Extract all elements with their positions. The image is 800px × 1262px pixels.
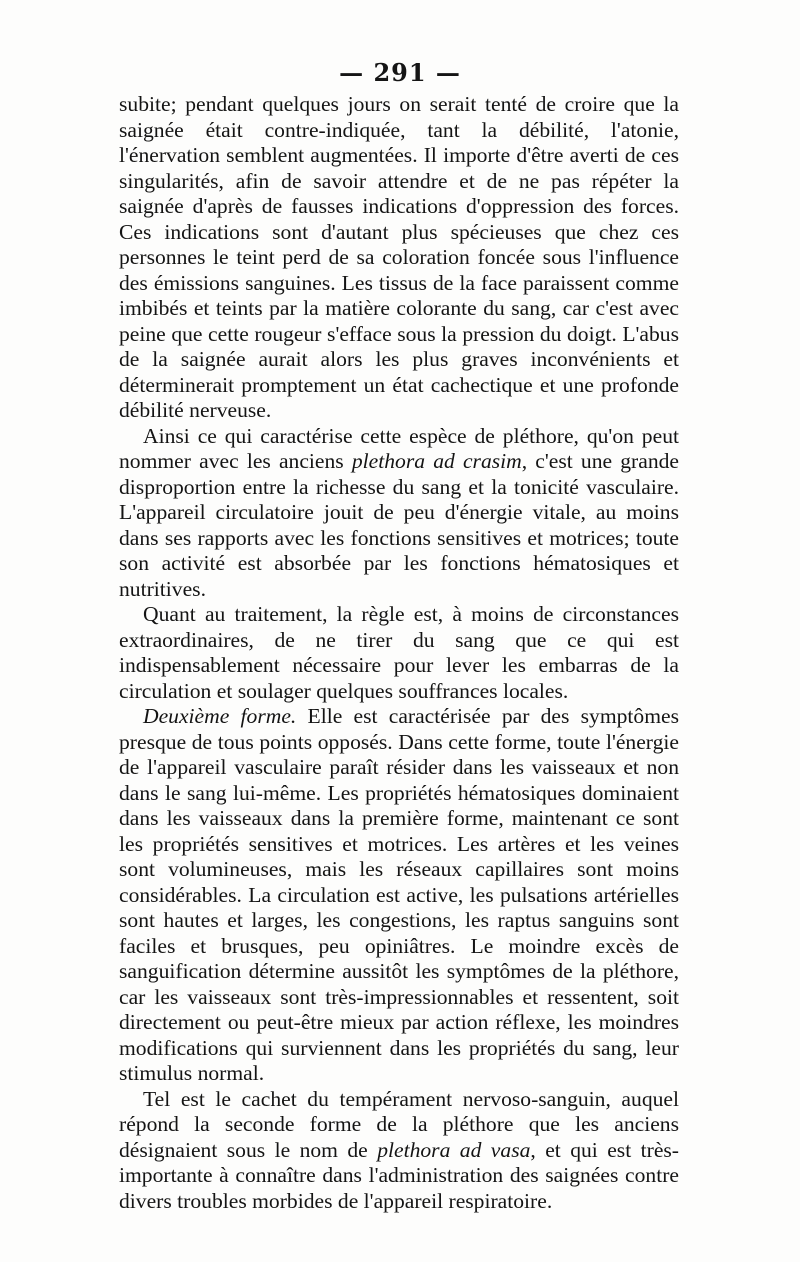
paragraph-2 — [119, 424, 679, 603]
section-heading-deuxieme-forme: Deuxième forme. — [143, 704, 297, 728]
paragraph-3: Quant au traitement, la règle est, à moins de circonstances extraordinaires, de ne tirer du sang que ce qui est indispensablement nécessaire pour lever les embarras de la circulation et soulager quelques souffrances locales. — [119, 602, 679, 703]
page-number: — 291 — — [339, 58, 461, 87]
paragraph-2-text-start: Ainsi ce qui caractérise cette espèce de pléthore, qu'on peut nommer avec les anciens — [119, 423, 679, 473]
body-text — [119, 92, 679, 1214]
paragraph-2-text-end: , c'est une grande disproportion entre la richesse du sang et la tonicité vasculaire. L'appareil circulatoire jouit de peu d'énergie vitale, au moins dans ses rapports avec les fonctions sensitives et motrices; toute son activité est absorbée par les fonctions hématosiques et nutritives. — [119, 449, 680, 601]
paragraph-5-text-end: , et qui est très-importante à connaître dans l'administration des saignées contre divers troubles morbides de l'appareil respiratoire. — [119, 1137, 679, 1213]
latin-term-plethora-ad-crasim: plethora ad crasim — [351, 449, 522, 473]
latin-term-plethora-ad-vasa: plethora ad vasa — [377, 1137, 531, 1162]
paragraph-1: subite; pendant quelques jours on serait tenté de croire que la saignée était contre-indiquée, tant la débilité, l'atonie, l'énervation semblent augmentées. Il importe d'être averti de ces singularités, afin de savoir attendre et de ne pas répéter la saignée d'après de fausses indications d'oppression des forces. Ces indications sont d'autant plus spécieuses que chez ces personnes le teint perd de sa coloration foncée sous l'influence des émissions sanguines. Les tissus de la face paraissent comme imbibés et teints par la matière colorante du sang, car c'est avec peine que cette rougeur s'efface sous la pression du doigt. L'abus de la saignée aurait alors les plus graves inconvénients et déterminerait promptement un état cachectique et une profonde débilité nerveuse. — [119, 92, 679, 422]
paragraph-4-text: Elle est caractérisée par des symptômes presque de tous points opposés. Dans cette forme, toute l'énergie de l'appareil vasculaire paraît résider dans les vaisseaux et non dans le sang lui-même. Les propriétés hématosiques dominaient dans les vaisseaux dans la première forme, maintenant ce sont les propriétés sensitives et motrices. Les artères et les veines sont volumineuses, mais les réseaux capillaires sont moins considérables. La circulation est active, les pulsations artérielles sont hautes et larges, les congestions, les raptus sanguins sont faciles et brusques, peu opiniâtres. Le moindre excès de sanguification détermine aussitôt les symptômes de la pléthore, car les vaisseaux sont très-impressionnables et ressentent, soit directement ou peut-être mieux par action réflexe, les moindres modifications qui surviennent dans les propriétés du sang, leur stimulus normal. — [119, 704, 679, 1085]
paragraph-4 — [119, 704, 679, 1087]
paragraph-5-text-start: Tel est le cachet du tempérament nervoso-sanguin, auquel répond la seconde forme de la pléthore que les anciens désignaient sous le nom de — [119, 1086, 679, 1162]
paragraph-5 — [119, 1087, 679, 1215]
